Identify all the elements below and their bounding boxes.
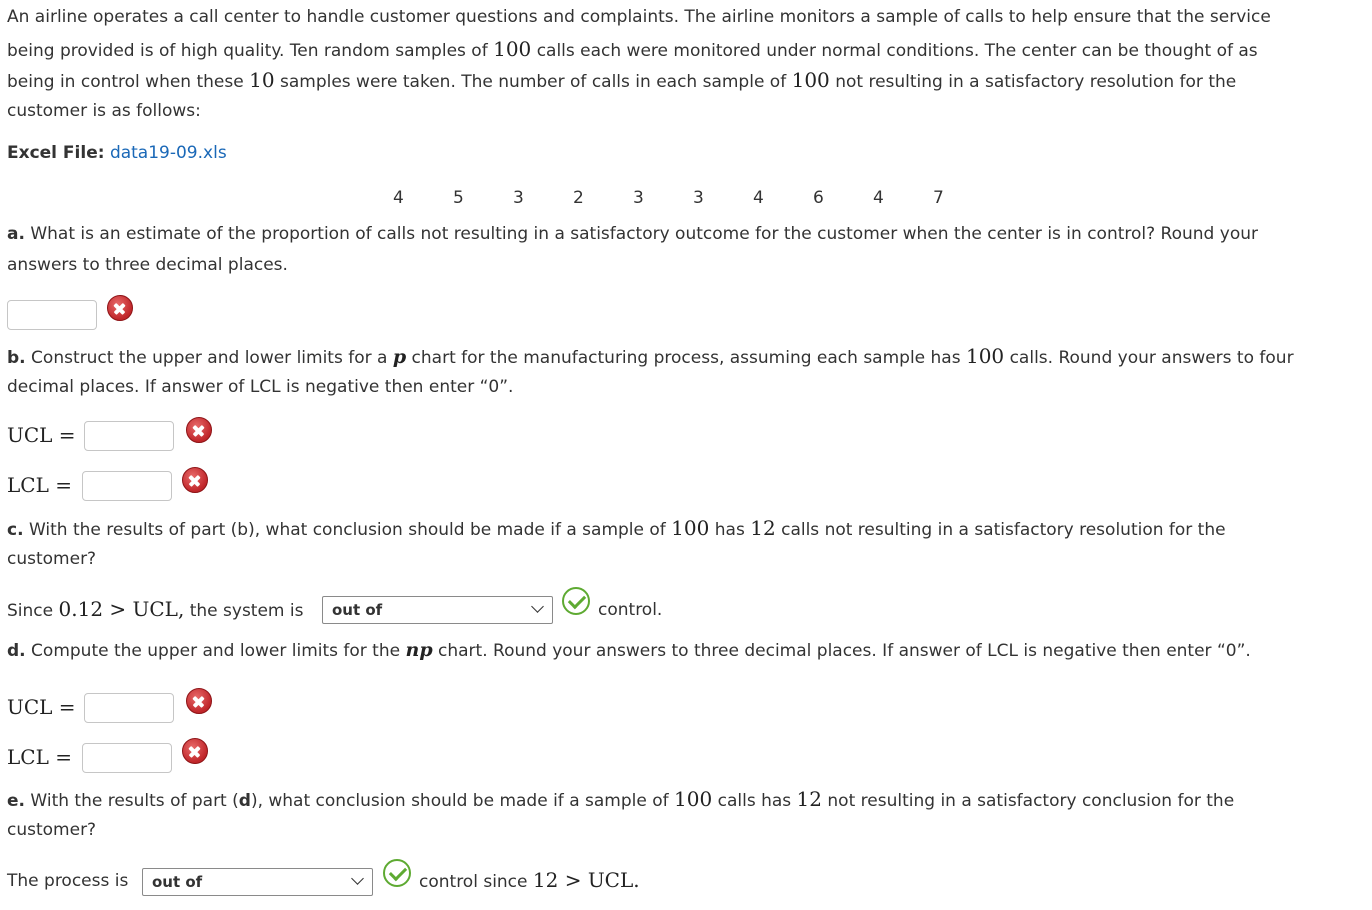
part-c-answer-row: Since 0.12 > UCL, the system is [7,597,304,621]
part-b-lcl-input[interactable] [82,471,172,501]
chevron-down-icon [351,872,364,885]
chevron-down-icon [531,600,544,613]
part-c-line-2: customer? [7,549,97,569]
sample-value: 2 [573,188,584,208]
intro-line-4: customer is as follows: [7,101,201,121]
incorrect-icon [107,295,133,321]
excel-file-label: Excel File: [7,143,105,163]
sample-value: 5 [453,188,464,208]
part-c-control-select[interactable] [322,596,553,624]
sample-value: 4 [753,188,764,208]
sample-value: 4 [393,188,404,208]
part-a-answer-input[interactable] [7,300,97,330]
part-e-line-1: e. With the results of part (d), what conclusion should be made if a sample of 100 calls has 12 not resulting in a satisfactory conclusion for the [7,787,1235,811]
correct-check-icon [383,859,411,887]
incorrect-icon [182,467,208,493]
part-d-ucl-label: UCL = [7,695,76,719]
correct-check-icon [562,587,590,615]
part-e-line-2: customer? [7,820,97,840]
excel-file-row [7,143,227,163]
intro-line-3: being in control when these 10 samples were taken. The number of calls in each sample of 100 not resulting in a satisfactory resolution for the [7,68,1237,92]
part-b-line-1: b. Construct the upper and lower limits for a p chart for the manufacturing process, assuming each sample has 100 calls. Round your answers to four [7,344,1294,368]
part-a-line-2: answers to three decimal places. [7,255,288,275]
part-e-after-text: control since 12 > UCL. [419,868,640,892]
sample-value: 7 [933,188,944,208]
sample-value: 3 [693,188,704,208]
incorrect-icon [182,738,208,764]
part-b-lcl-label: LCL = [7,473,72,497]
incorrect-icon [186,688,212,714]
intro-line-2: being provided is of high quality. Ten random samples of 100 calls each were monitored under normal conditions. The center can be thought of as [7,37,1258,61]
part-b-ucl-label: UCL = [7,423,76,447]
part-d-lcl-input[interactable] [82,743,172,773]
part-c-selected-value: out of [332,601,383,619]
part-e-selected-value: out of [152,873,203,891]
part-a-line-1: a. What is an estimate of the proportion of calls not resulting in a satisfactory outcome for the customer when the center is in control? Round your [7,224,1258,244]
part-c-line-1: c. With the results of part (b), what conclusion should be made if a sample of 100 has 12 calls not resulting in a satisfactory resolution for the [7,516,1226,540]
part-c-after-text: control. [598,600,663,620]
part-e-control-select[interactable] [142,868,373,896]
sample-value: 3 [513,188,524,208]
part-b-line-2: decimal places. If answer of LCL is negative then enter “0”. [7,377,514,397]
excel-file-link[interactable]: data19-09.xls [109,143,227,163]
part-d-lcl-label: LCL = [7,745,72,769]
part-d-line-1: d. Compute the upper and lower limits for the np chart. Round your answers to three decimal places. If answer of LCL is negative then enter “0”. [7,639,1251,661]
part-d-ucl-input[interactable] [84,693,174,723]
intro-line-1: An airline operates a call center to handle customer questions and complaints. The airline monitors a sample of calls to help ensure that the service [7,7,1271,27]
part-e-prefix: The process is [7,871,129,891]
incorrect-icon [186,417,212,443]
sample-value: 6 [813,188,824,208]
part-b-ucl-input[interactable] [84,421,174,451]
sample-value: 4 [873,188,884,208]
sample-value: 3 [633,188,644,208]
